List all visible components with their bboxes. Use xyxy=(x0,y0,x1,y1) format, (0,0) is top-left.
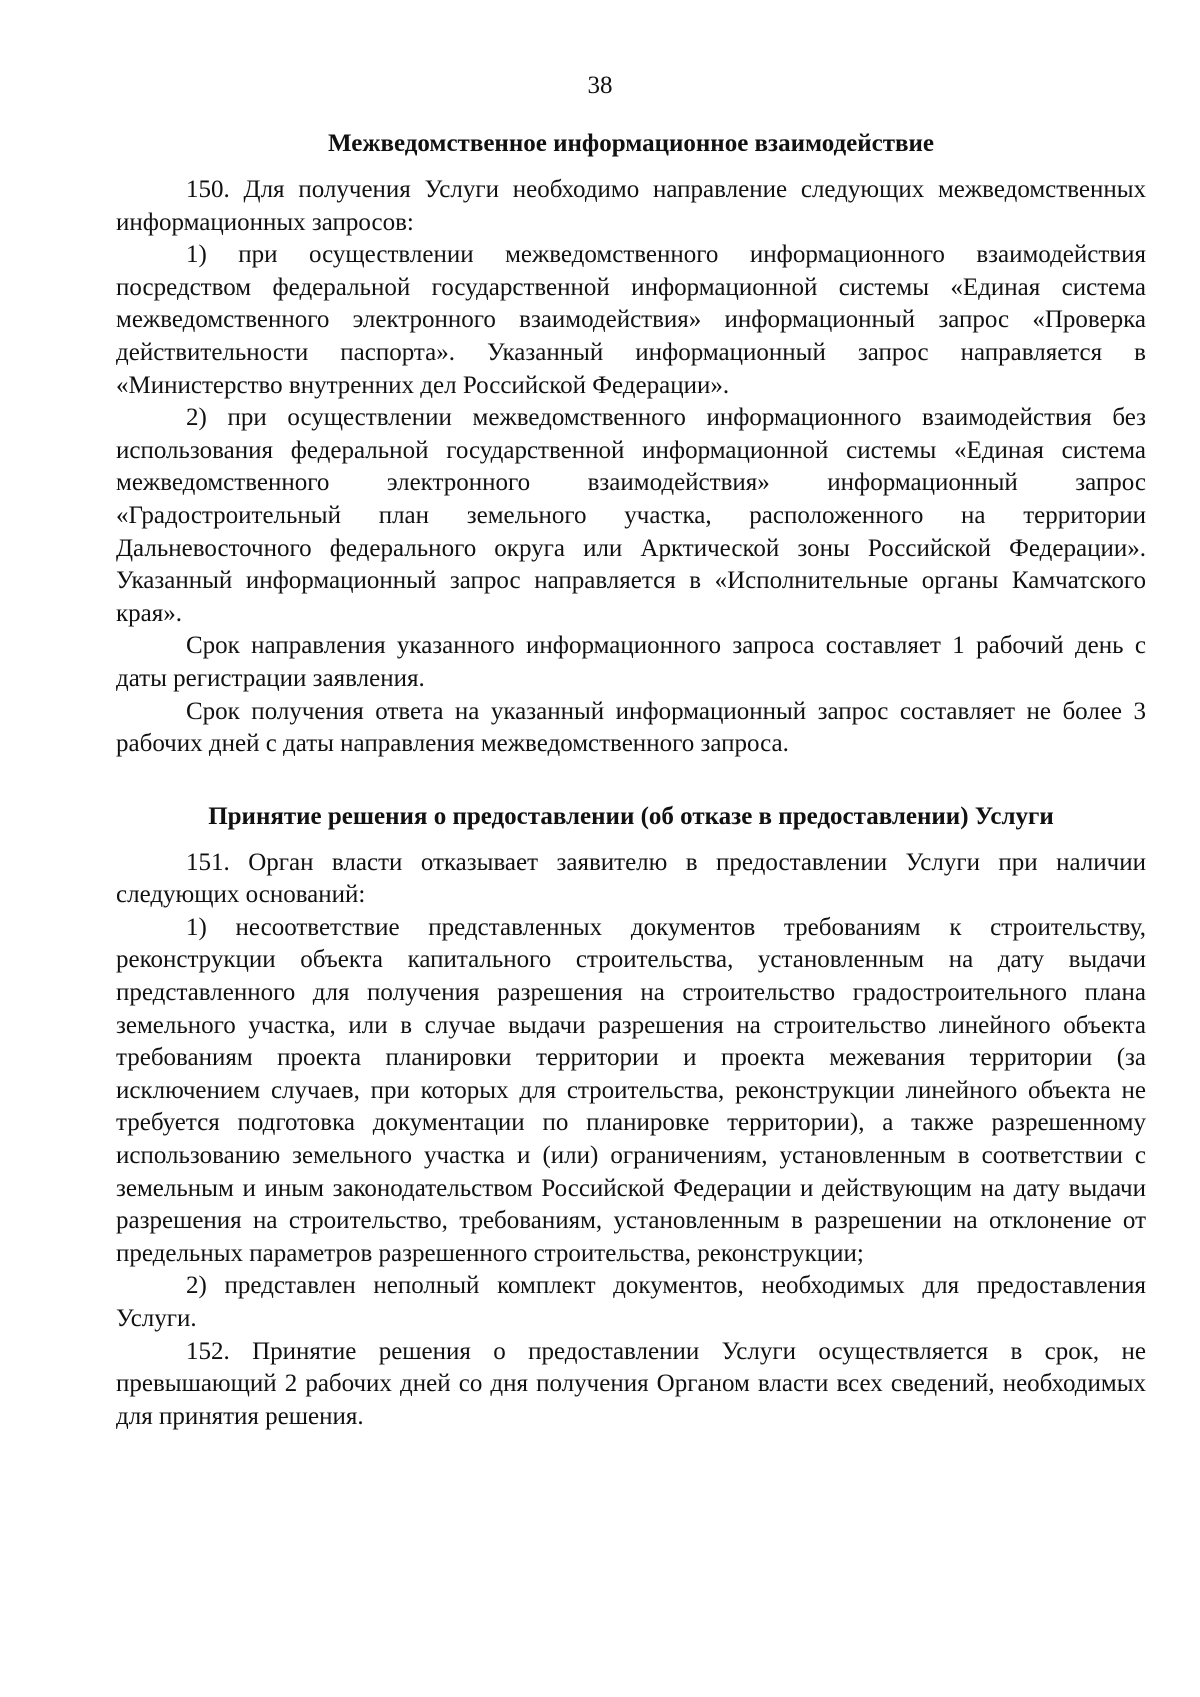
paragraph-151-item-1: 1) несоответствие представленных документов требованиям к строительству, реконструкции объекта капитального строительства, установленным на дату выдачи представленного для получения разрешения на строительство градостроительного плана земельного участка, или в случае выдачи разрешения на строительство линейного объекта требованиям проекта планировки территории и проекта межевания территории (за исключением случаев, при которых для строительства, реконструкции линейного объекта не требуется подготовка документации по планировке территории), а также разрешенному использованию земельного участка и (или) ограничениям, установленным в соответствии с земельным и иным законодательством Российской Федерации и действующим на дату выдачи разрешения на строительство, требованиям, установленным в разрешении на отклонение от предельных параметров разрешенного строительства, реконструкции; xyxy=(116,913,1146,1267)
paragraph-request-deadline: Срок направления указанного информационного запроса составляет 1 рабочий день с даты регистрации заявления. xyxy=(116,632,1146,692)
paragraph-152: 152. Принятие решения о предоставлении Услуги осуществляется в срок, не превышающий 2 рабочих дней со дня получения Органом власти всех сведений, необходимых для принятия решения. xyxy=(116,1337,1146,1430)
paragraph-150-item-1: 1) при осуществлении межведомственного информационного взаимодействия посредством федеральной государственной информационной системы «Единая система межведомственного электронного взаимодействия» информационный запрос «Проверка действительности паспорта». Указанный информационный запрос направляется в «Министерство внутренних дел Российской Федерации». xyxy=(116,241,1146,399)
page-number: 38 xyxy=(587,72,613,99)
paragraph-response-deadline: Срок получения ответа на указанный информационный запрос составляет не более 3 рабочих дней с даты направления межведомственного запроса. xyxy=(116,697,1146,758)
section-heading-decision: Принятие решения о предоставлении (об отказе в предоставлении) Услуги xyxy=(208,802,1054,830)
section-heading-interagency: Межведомственное информационное взаимодействие xyxy=(328,130,934,157)
paragraph-150-item-2: 2) при осуществлении межведомственного информационного взаимодействия без использования федеральной государственной информационной системы «Единая система межведомственного электронного взаимодействия» информационный запрос «Градостроительный план земельного участка, расположенного на территории Дальневосточного федерального округа или Арктической зоны Российской Федерации». Указанный информационный запрос направляется в «Исполнительные органы Камчатского края». xyxy=(116,404,1146,627)
document-body xyxy=(116,128,1146,1433)
paragraph-151-item-2: 2) представлен неполный комплект документов, необходимых для предоставления Услуги. xyxy=(116,1272,1146,1332)
paragraph-151: 151. Орган власти отказывает заявителю в предоставлении Услуги при наличии следующих оснований: xyxy=(116,848,1146,909)
paragraph-150: 150. Для получения Услуги необходимо направление следующих межведомственных информационных запросов: xyxy=(116,176,1146,236)
